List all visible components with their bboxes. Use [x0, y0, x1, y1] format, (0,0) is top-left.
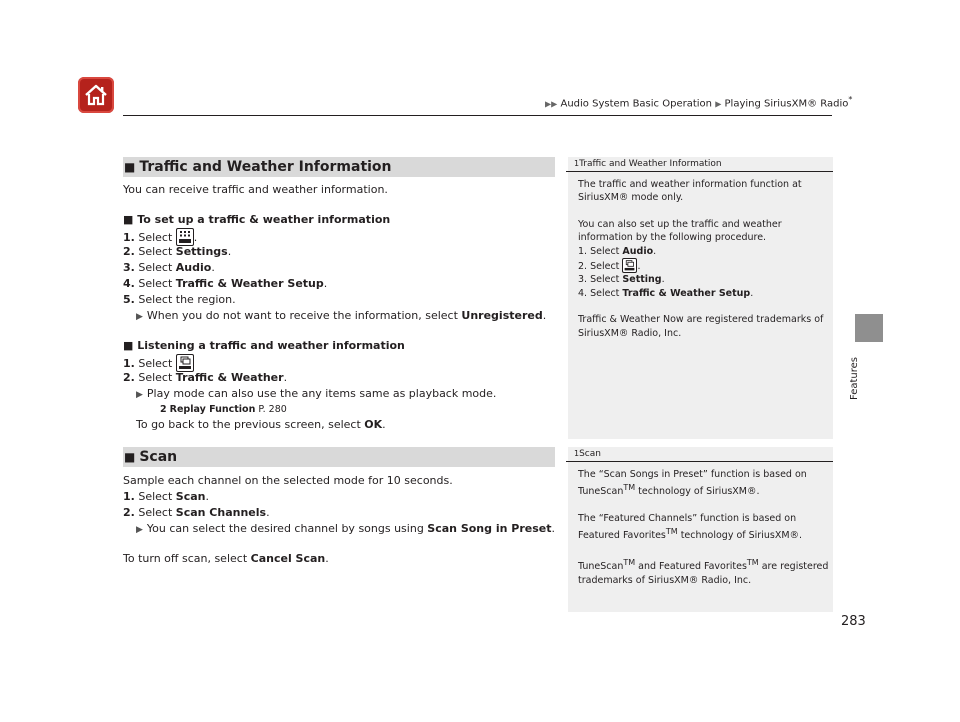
- setup-heading: ■ To set up a traffic & weather information: [123, 213, 391, 226]
- traffic-weather-option: Traffic & Weather: [175, 371, 284, 384]
- note-marker-icon: 1: [574, 159, 580, 168]
- listen-heading: ■ Listening a traffic and weather information: [123, 339, 405, 352]
- setup-step-4: 4. Select Traffic & Weather Setup.: [123, 277, 328, 290]
- square-bullet-icon: ■: [124, 450, 136, 464]
- settings-option: Settings: [175, 245, 228, 258]
- section-header-traffic-weather: [123, 157, 555, 177]
- reference-arrow-icon: 2: [160, 404, 167, 415]
- note-marker-icon: 1: [574, 449, 580, 458]
- section-title: Traffic and Weather Information: [139, 159, 392, 175]
- listen-step-1: 1. Select: [123, 354, 194, 372]
- listen-step-2: 2. Select Traffic & Weather.: [123, 371, 288, 384]
- side-tab-label: Features: [849, 357, 860, 400]
- square-bullet-icon: ■: [123, 339, 134, 352]
- scan-step-1: 1. Select Scan.: [123, 490, 209, 503]
- page-number: 283: [841, 614, 866, 629]
- breadcrumb-arrow-icon: ▶▶: [545, 99, 558, 109]
- asterisk-mark: *: [848, 95, 853, 104]
- section2-intro: Sample each channel on the selected mode for 10 seconds.: [123, 474, 453, 487]
- breadcrumb-item-audio[interactable]: Audio System Basic Operation: [560, 98, 712, 110]
- menu-icon: [622, 258, 637, 273]
- sub-arrow-icon: ▶: [136, 525, 143, 535]
- replay-function-link[interactable]: 2 Replay Function P. 280: [160, 404, 287, 415]
- scan-step-2: 2. Select Scan Channels.: [123, 506, 270, 519]
- side-tab-marker: [855, 314, 883, 342]
- note-box-traffic-weather: [568, 157, 833, 439]
- breadcrumb-arrow-icon: ▶: [715, 99, 722, 109]
- listen-back-note: To go back to the previous screen, select OK.: [136, 418, 386, 431]
- note-body: The “Scan Songs in Preset” function is based on TuneScan™ technology of SiriusXM®. The “Featured Channels” function is based on Featured Favorites™ technology of SiriusXM®. TuneScan™ and Featured Favorites™ are registered trademarks of SiriusXM® Radio, Inc.: [578, 469, 829, 586]
- sub-arrow-icon: ▶: [136, 312, 143, 322]
- section-header-scan: [123, 447, 555, 467]
- listen-sub-note: ▶ Play mode can also use the any items same as playback mode.: [136, 387, 497, 400]
- home-icon: [83, 83, 109, 107]
- header-divider: [123, 115, 832, 116]
- home-button[interactable]: [78, 77, 114, 113]
- square-bullet-icon: ■: [124, 160, 136, 174]
- note-heading: 1Scan: [566, 447, 833, 462]
- section-title: Scan: [139, 449, 178, 465]
- setup-step-5: 5. Select the region.: [123, 293, 236, 306]
- audio-option: Audio: [175, 261, 212, 274]
- scan-off-note: To turn off scan, select Cancel Scan.: [123, 552, 329, 565]
- note-box-scan: [568, 447, 833, 612]
- scan-option: Scan: [175, 490, 206, 503]
- traffic-weather-setup-option: Traffic & Weather Setup: [175, 277, 324, 290]
- note-heading: 1Traffic and Weather Information: [566, 157, 833, 172]
- breadcrumb-item-siriusxm[interactable]: Playing SiriusXM® Radio: [724, 98, 849, 110]
- sub-arrow-icon: ▶: [136, 390, 143, 400]
- section1-intro: You can receive traffic and weather information.: [123, 183, 388, 196]
- note-body: The traffic and weather information function at SiriusXM® mode only. You can also set up the traffic and weather information by the following procedure. 1. Select Audio. 2. Select . 3. Select Setting. 4. Select Traffic & Weather Setup. Traffic & Weather Now are registered trademarks of SiriusXM® Radio, Inc.: [578, 179, 824, 339]
- scan-sub-note: ▶ You can select the desired channel by songs using Scan Song in Preset.: [136, 522, 555, 535]
- breadcrumb: [545, 95, 852, 109]
- setup-step-3: 3. Select Audio.: [123, 261, 215, 274]
- setup-step-2: 2. Select Settings.: [123, 245, 232, 258]
- setup-sub-note: ▶ When you do not want to receive the information, select Unregistered.: [136, 309, 547, 322]
- scan-channels-option: Scan Channels: [175, 506, 267, 519]
- setup-step-1: 1. Select .: [123, 228, 197, 246]
- square-bullet-icon: ■: [123, 213, 134, 226]
